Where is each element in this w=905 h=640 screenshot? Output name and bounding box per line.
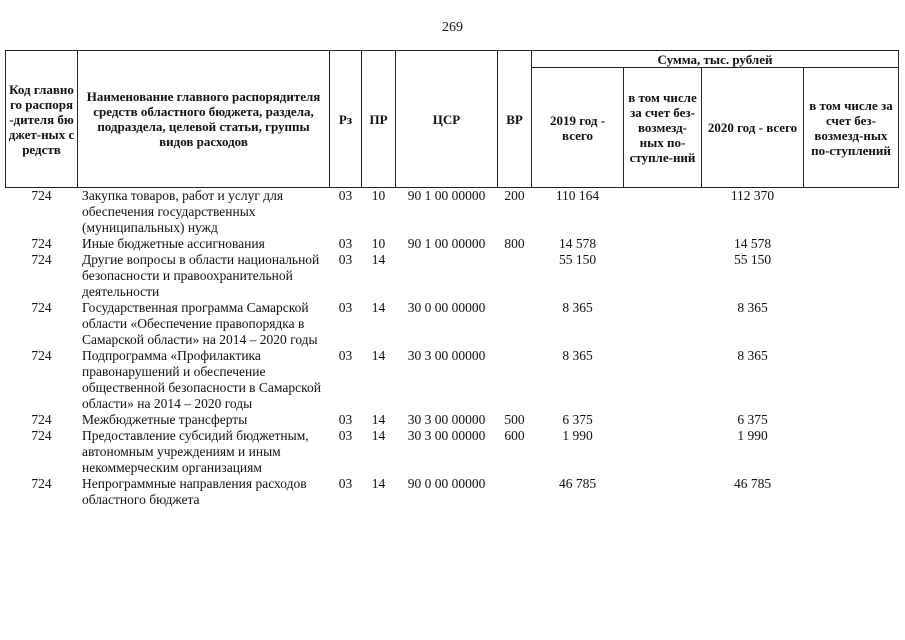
header-code: Код главного распоря-дителя бюджет-ных средств	[6, 51, 78, 188]
header-2020-total: 2020 год - всего	[702, 68, 804, 188]
table-row	[6, 348, 899, 412]
cell-2019-total: 55 150	[558, 252, 597, 267]
cell-2020-free	[804, 348, 899, 412]
cell-pr: 14	[371, 428, 386, 443]
cell-code: 724	[31, 236, 52, 251]
cell-2019-total: 8 365	[562, 348, 593, 363]
cell-code: 724	[31, 188, 52, 203]
cell-2019-total: 8 365	[562, 300, 593, 315]
header-name: Наименование главного распорядителя средств областного бюджета, раздела, подраздела, целевой статьи, группы видов расходов	[78, 51, 330, 188]
header-2019-total: 2019 год - всего	[532, 68, 624, 188]
table-row	[6, 252, 899, 300]
cell-pr: 10	[371, 188, 386, 203]
cell-2020-free	[804, 412, 899, 428]
table-row	[6, 188, 899, 237]
table-row	[6, 236, 899, 252]
header-2019-free: в том числе за счет без-возмезд-ных по-ступле-ний	[624, 68, 702, 188]
cell-name: Другие вопросы в области национальной безопасности и правоохранительной деятельности	[82, 252, 320, 299]
cell-name: Иные бюджетные ассигнования	[82, 236, 265, 251]
cell-name: Непрограммные направления расходов областного бюджета	[82, 476, 307, 507]
page-number: 269	[442, 20, 463, 35]
cell-code: 724	[31, 412, 52, 427]
header-rz: Рз	[330, 51, 362, 188]
cell-csr	[396, 252, 498, 300]
cell-csr: 90 1 00 00000	[407, 236, 486, 251]
cell-2020-total: 8 365	[737, 348, 768, 363]
header-pr: ПР	[362, 51, 396, 188]
cell-rz: 03	[338, 476, 353, 491]
cell-pr: 14	[371, 252, 386, 267]
cell-2019-free	[624, 428, 702, 476]
cell-2020-free	[804, 236, 899, 252]
cell-rz: 03	[338, 428, 353, 443]
cell-2020-free	[804, 428, 899, 476]
cell-code: 724	[31, 428, 52, 443]
cell-csr: 90 1 00 00000	[407, 188, 486, 203]
cell-2019-total: 6 375	[562, 412, 593, 427]
cell-2020-total: 112 370	[730, 188, 775, 203]
cell-vr	[498, 476, 532, 508]
cell-2019-free	[624, 476, 702, 508]
cell-csr: 90 0 00 00000	[407, 476, 486, 491]
cell-rz: 03	[338, 348, 353, 363]
cell-vr	[498, 300, 532, 348]
header-vr: ВР	[498, 51, 532, 188]
cell-2020-total: 1 990	[737, 428, 768, 443]
table-row	[6, 476, 899, 508]
cell-2019-free	[624, 348, 702, 412]
cell-rz: 03	[338, 252, 353, 267]
cell-name: Предоставление субсидий бюджетным, автономным учреждениям и иным некоммерческим организациям	[82, 428, 309, 475]
cell-2019-total: 46 785	[558, 476, 597, 491]
cell-code: 724	[31, 300, 52, 315]
cell-csr: 30 3 00 00000	[407, 412, 486, 427]
cell-2019-total: 14 578	[558, 236, 597, 251]
cell-vr: 800	[504, 236, 525, 251]
cell-code: 724	[31, 348, 52, 363]
header-sum: Сумма, тыс. рублей	[532, 51, 899, 68]
cell-rz: 03	[338, 412, 353, 427]
cell-2019-free	[624, 188, 702, 237]
header-2020-free: в том числе за счет без-возмезд-ных по-ступлений	[804, 68, 899, 188]
cell-2019-total: 1 990	[562, 428, 593, 443]
cell-2019-free	[624, 300, 702, 348]
cell-vr: 600	[504, 428, 525, 443]
cell-pr: 10	[371, 236, 386, 251]
cell-vr	[498, 252, 532, 300]
cell-vr: 200	[504, 188, 525, 203]
cell-2020-total: 14 578	[733, 236, 772, 251]
cell-name: Межбюджетные трансферты	[82, 412, 248, 427]
cell-2020-free	[804, 476, 899, 508]
cell-2019-free	[624, 412, 702, 428]
cell-rz: 03	[338, 236, 353, 251]
cell-2020-free	[804, 188, 899, 237]
cell-vr	[498, 348, 532, 412]
cell-rz: 03	[338, 188, 353, 203]
cell-2020-free	[804, 252, 899, 300]
cell-code: 724	[31, 476, 52, 491]
cell-name: Государственная программа Самарской области «Обеспечение правопорядка в Самарской области» на 2014 – 2020 годы	[82, 300, 318, 347]
cell-pr: 14	[371, 300, 386, 315]
cell-name: Подпрограмма «Профилактика правонарушений и обеспечение общественной безопасности в Самарской области» на 2014 – 2020 годы	[82, 348, 321, 411]
cell-2020-total: 8 365	[737, 300, 768, 315]
cell-code: 724	[31, 252, 52, 267]
header-csr: ЦСР	[396, 51, 498, 188]
cell-name: Закупка товаров, работ и услуг для обеспечения государственных (муниципальных) нужд	[82, 188, 284, 235]
cell-2020-total: 55 150	[733, 252, 772, 267]
table-row	[6, 300, 899, 348]
cell-2019-free	[624, 252, 702, 300]
cell-2019-total: 110 164	[555, 188, 600, 203]
cell-csr: 30 0 00 00000	[407, 300, 486, 315]
cell-pr: 14	[371, 476, 386, 491]
budget-table	[5, 50, 899, 508]
table-row	[6, 428, 899, 476]
cell-2020-free	[804, 300, 899, 348]
cell-pr: 14	[371, 412, 386, 427]
cell-2020-total: 6 375	[737, 412, 768, 427]
cell-rz: 03	[338, 300, 353, 315]
cell-vr: 500	[504, 412, 525, 427]
cell-csr: 30 3 00 00000	[407, 348, 486, 363]
cell-csr: 30 3 00 00000	[407, 428, 486, 443]
cell-2019-free	[624, 236, 702, 252]
table-row	[6, 412, 899, 428]
cell-2020-total: 46 785	[733, 476, 772, 491]
cell-pr: 14	[371, 348, 386, 363]
